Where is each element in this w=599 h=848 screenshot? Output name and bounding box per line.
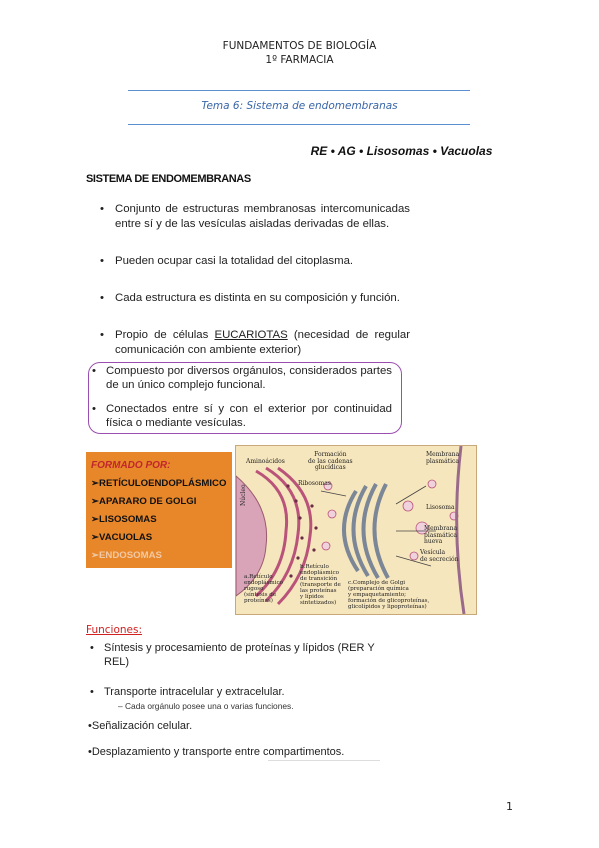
diagram-label: Formación de las cadenas glucídicas [308, 451, 353, 471]
diagram-label: c.Complejo de Golgi (preparación química y empaquetamiento; formación de glicoproteínas, glicolípidos y lipoproteínas) [348, 580, 430, 610]
diagram-label: Vesícula de secreción [420, 549, 459, 563]
bullet-text: Pueden ocupar casi la totalidad del citoplasma. [115, 255, 354, 267]
function-plain-item: •Desplazamiento y transporte entre compartimentos. [88, 746, 345, 758]
function-plain-item: •Señalización celular. [88, 720, 193, 732]
diagram-label: Membrana plasmática nueva [424, 525, 458, 545]
bullet-text: Propio de células [115, 329, 215, 341]
bullet-item: • Propio de células EUCARIOTAS (necesidad de regular comunicación con ambiente exterior) [100, 329, 410, 356]
formado-item-faded: ➢ENDOSOMAS [91, 550, 162, 561]
function-item: • Síntesis y procesamiento de proteínas y lípidos (RER Y REL) [90, 641, 390, 669]
header-degree: 1º FARMACIA [265, 54, 334, 66]
formado-title: FORMADO POR: [91, 460, 171, 471]
functions-title: Funciones: [86, 624, 143, 636]
topic-rule-bottom [128, 124, 470, 125]
formado-item: ➢APARARO DE GOLGI [91, 496, 197, 507]
function-subitem: – Cada orgánulo posee una o varias funciones. [118, 701, 294, 711]
function-text: Transporte intracelular y extracelular. [104, 686, 285, 698]
bullet-text: Conjunto de estructuras membranosas intercomunicadas entre sí y de las vesículas aisladas derivadas de ellas. [115, 203, 410, 230]
function-item: • Transporte intracelular y extracelular. [90, 685, 390, 699]
topic-rule-top [128, 90, 470, 91]
topic-title: Tema 6: Sistema de endomembranas [201, 100, 398, 112]
header-course: FUNDAMENTOS DE BIOLOGÍA [222, 40, 377, 52]
diagram-label: Lisosoma [426, 504, 455, 511]
endomembrane-diagram [235, 445, 477, 615]
bullet-item: • Conjunto de estructuras membranosas intercomunicadas entre sí y de las vesículas aisladas derivadas de ellas. [100, 203, 410, 230]
oval-bullet-item: • Conectados entre sí y con el exterior por continuidad física o mediante vesículas. [92, 403, 392, 429]
bullet-item: • Pueden ocupar casi la totalidad del citoplasma. [100, 254, 410, 269]
oval-bullet-item: • Compuesto por diversos orgánulos, considerados partes de un único complejo funcional. [92, 365, 392, 391]
function-text: Síntesis y procesamiento de proteínas y lípidos (RER Y REL) [104, 642, 375, 668]
diagram-label: b.Retículo endoplásmico de transición (transporte de las proteínas y lípidos sintetizados) [300, 564, 341, 606]
formado-box [86, 452, 232, 568]
eucariotas-term: EUCARIOTAS [214, 329, 288, 341]
diagram-label: Núcleo [240, 484, 247, 506]
page-number: 1 [506, 800, 513, 813]
oval-bullet-text: Compuesto por diversos orgánulos, considerados partes de un único complejo funcional. [106, 365, 392, 391]
bullet-text: Cada estructura es distinta en su composición y función. [115, 292, 400, 304]
section-title: SISTEMA DE ENDOMEMBRANAS [86, 173, 251, 185]
diagram-label: Aminoácidos [246, 458, 285, 465]
diagram-label: a.Retículo endoplásmico rugoso (síntesis de proteínas) [244, 574, 284, 604]
subtitle: RE • AG • Lisosomas • Vacuolas [310, 144, 493, 158]
formado-item: ➢VACUOLAS [91, 532, 153, 543]
formado-item: ➢LISOSOMAS [91, 514, 157, 525]
diagram-label: Ribosomas [298, 480, 331, 487]
bullet-text: (necesidad de regular comunicación con ambiente exterior) [115, 329, 410, 356]
faint-divider [268, 760, 380, 761]
bullet-item: • Cada estructura es distinta en su composición y función. [100, 291, 410, 306]
formado-item: ➢RETÍCULOENDOPLÁSMICO [91, 478, 227, 489]
oval-bullet-text: Conectados entre sí y con el exterior por continuidad física o mediante vesículas. [106, 403, 392, 429]
diagram-label: Membrana plasmática [426, 451, 460, 465]
